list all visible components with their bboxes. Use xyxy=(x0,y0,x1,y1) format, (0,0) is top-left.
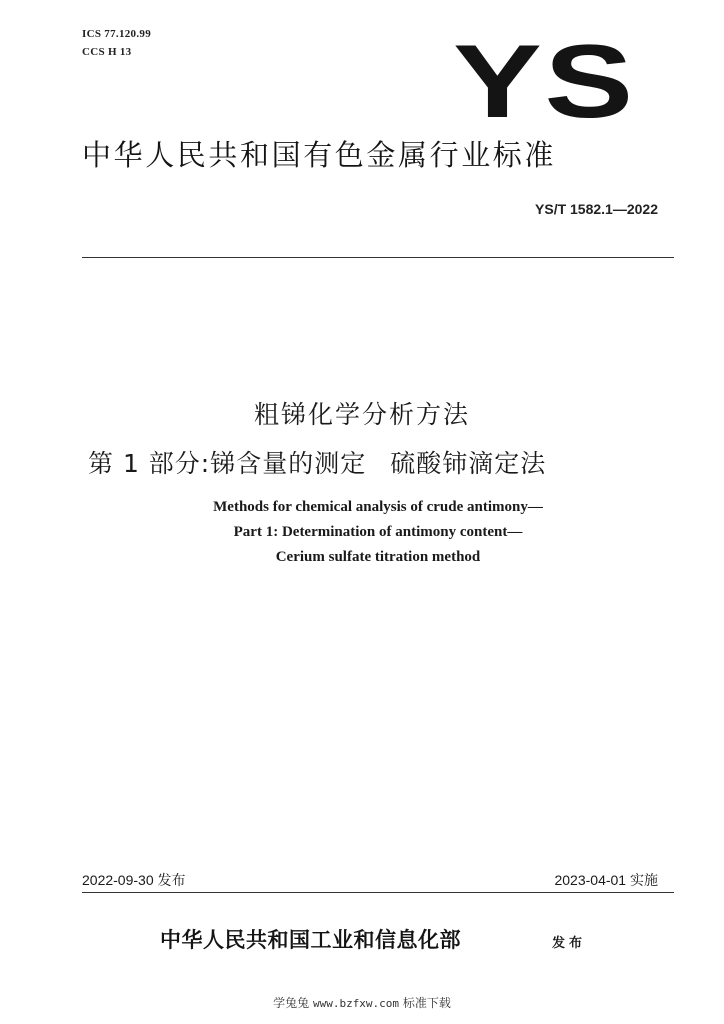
english-title-line-3: Cerium sulfate titration method xyxy=(275,549,481,565)
chinese-title-line-2 xyxy=(88,444,546,480)
issuing-authority: 中华人民共和国工业和信息化部 xyxy=(160,927,461,952)
chinese-title-part: 第 1 部分:锑含量的测定 xyxy=(88,449,367,478)
chinese-title-line-1: 粗锑化学分析方法 xyxy=(253,400,470,429)
ys-standard-logo: YS xyxy=(453,24,636,140)
watermark-url: www.bzfxw.com xyxy=(312,997,400,1010)
watermark-label: 标准下载 xyxy=(402,996,451,1010)
ics-code: ICS 77.120.99 xyxy=(82,28,151,40)
standard-number: YS/T 1582.1—2022 xyxy=(535,201,658,217)
english-title-line-2: Part 1: Determination of antimony content— xyxy=(233,524,523,540)
industry-standard-title: 中华人民共和国有色金属行业标准 xyxy=(82,138,557,172)
english-title-line-1: Methods for chemical analysis of crude antimony— xyxy=(213,499,543,515)
ccs-code: CCS H 13 xyxy=(82,46,132,58)
watermark xyxy=(0,994,724,1011)
chinese-title-method: 硫酸铈滴定法 xyxy=(390,449,547,478)
footer-divider xyxy=(82,892,674,893)
header-divider xyxy=(82,257,674,258)
implementation-date: 2023-04-01 实施 xyxy=(554,872,658,888)
issued-label: 发布 xyxy=(552,936,587,951)
issue-date: 2022-09-30 发布 xyxy=(82,872,186,888)
watermark-site: 学兔兔 xyxy=(273,996,310,1010)
